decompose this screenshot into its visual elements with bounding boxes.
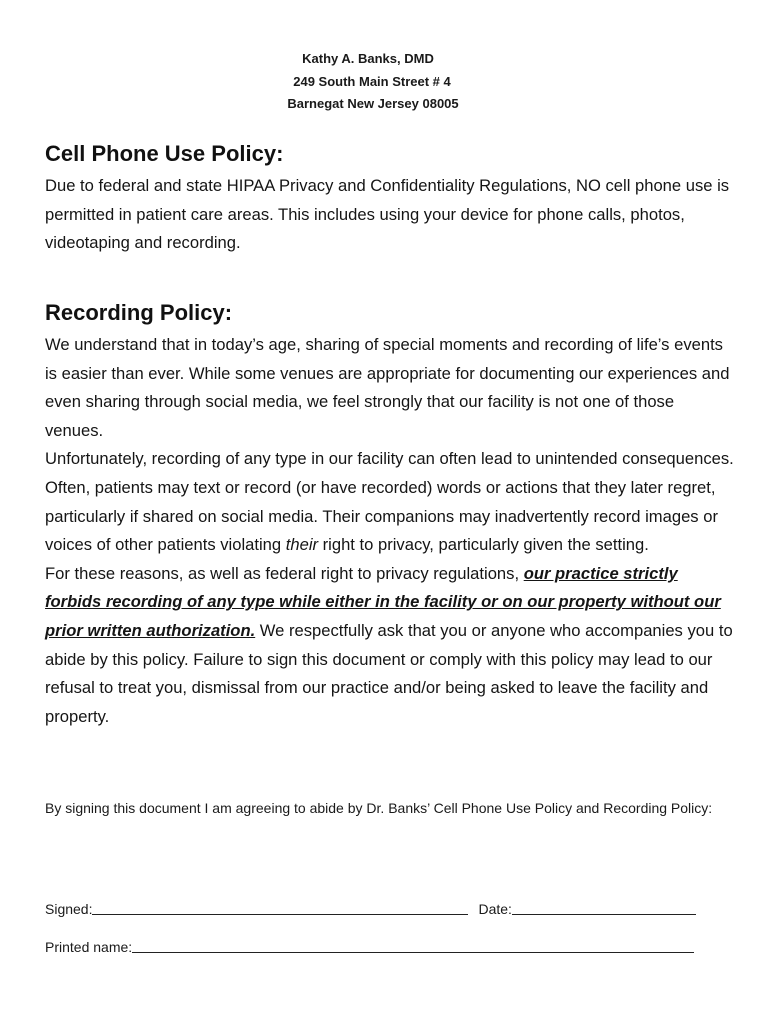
city-state-zip: Barnegat New Jersey 08005 xyxy=(287,96,459,111)
recording-paragraph-2-end: right to privacy, particularly given the setting. xyxy=(318,535,649,555)
cell-phone-policy-body: Due to federal and state HIPAA Privacy and Confidentiality Regulations, NO cell phone use is permitted in patient care areas. This includes using your device for phone calls, photos, videotaping and recording. xyxy=(45,176,730,253)
dentist-name: Kathy A. Banks, DMD xyxy=(302,51,434,66)
recording-paragraph-1: We understand that in today’s age, sharing of special moments and recording of life’s events is easier than ever. While some venues are appropriate for documenting our experiences and even sharing through social media, we feel strongly that our facility is not one of those venues. xyxy=(45,335,730,440)
recording-paragraph-2-start: Unfortunately, recording of any type in our facility can often lead to unintended consequences. Often, patients may text or record (or have recorded) words or actions that they later regret, particularly if shared on social media. Their companions may inadvertently record images or voices of other patients violating xyxy=(45,449,734,555)
emphasis-their: their xyxy=(285,535,319,555)
recording-paragraph-2 xyxy=(45,445,735,559)
cell-phone-policy-heading: Cell Phone Use Policy: xyxy=(45,141,284,166)
letterhead xyxy=(45,48,735,116)
street-address: 249 South Main Street # 4 xyxy=(293,73,451,89)
recording-paragraph-3 xyxy=(45,560,735,732)
signature-row xyxy=(45,900,696,917)
signed-label: Signed: xyxy=(45,901,93,917)
signature-field[interactable] xyxy=(92,900,468,915)
recording-policy-body xyxy=(45,331,735,731)
printed-name-field[interactable] xyxy=(132,938,694,953)
date-field[interactable] xyxy=(512,900,696,915)
recording-paragraph-3-end: We respectfully ask that you or anyone who accompanies you to abide by this policy. Failure to sign this document or comply with this policy may lead to our refusal to treat you, dismissal from our practice and/or being asked to leave the facility and property. xyxy=(45,620,733,726)
agreement-statement: By signing this document I am agreeing to abide by Dr. Banks’ Cell Phone Use Policy and Recording Policy: xyxy=(45,800,713,816)
recording-paragraph-3-start: For these reasons, as well as federal right to privacy regulations, xyxy=(45,563,524,583)
printed-name-row xyxy=(45,938,694,955)
prohibition-statement: our practice strictly forbids recording of any type while either in the facility or on our property without our prior written authorization. xyxy=(45,563,721,640)
date-label: Date: xyxy=(478,901,512,917)
recording-policy-heading: Recording Policy: xyxy=(45,300,233,325)
printed-name-label: Printed name: xyxy=(45,939,133,955)
